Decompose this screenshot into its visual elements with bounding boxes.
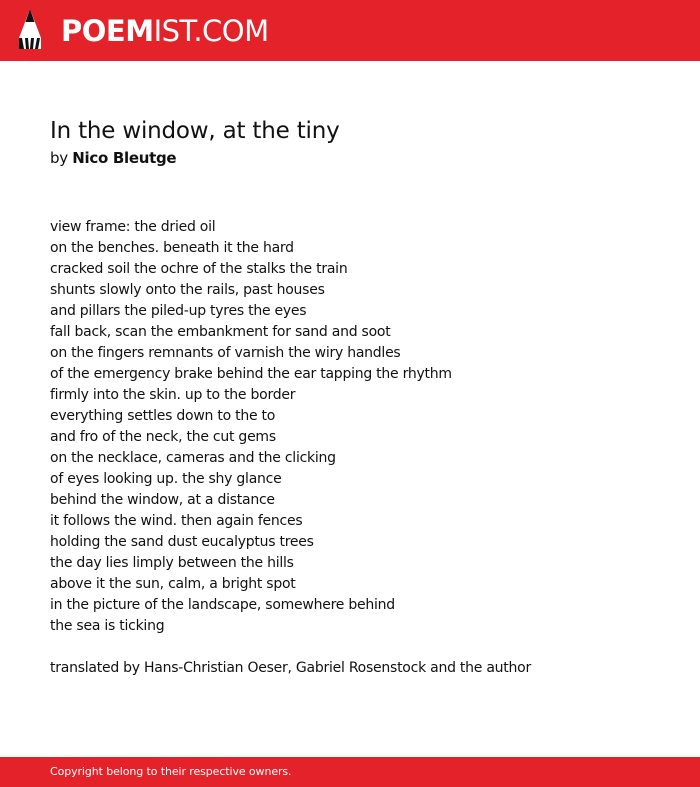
poem-line: behind the window, at a distance xyxy=(50,492,275,508)
site-footer xyxy=(0,757,700,787)
poem-line: holding the sand dust eucalyptus trees xyxy=(50,534,314,550)
poem-line: the day lies limply between the hills xyxy=(50,555,294,571)
poem-title: In the window, at the tiny xyxy=(50,118,340,144)
poem-line: above it the sun, calm, a bright spot xyxy=(50,576,296,592)
poem-line: on the necklace, cameras and the clicking xyxy=(50,450,336,466)
poem-content xyxy=(50,116,670,679)
logo-bold-text: POEM xyxy=(61,14,154,48)
logo-wordmark xyxy=(61,12,269,50)
poem-line: it follows the wind. then again fences xyxy=(50,513,303,529)
poem-line: and pillars the piled-up tyres the eyes xyxy=(50,303,307,319)
poem-line: shunts slowly onto the rails, past houses xyxy=(50,282,325,298)
poem-line: view frame: the dried oil xyxy=(50,219,216,235)
poem-line: of the emergency brake behind the ear tapping the rhythm xyxy=(50,366,452,382)
poem-line: firmly into the skin. up to the border xyxy=(50,387,296,403)
author-name: Nico Bleutge xyxy=(72,149,177,167)
poem-line: on the fingers remnants of varnish the wiry handles xyxy=(50,345,401,361)
poem-line: on the benches. beneath it the hard xyxy=(50,240,294,256)
by-label: by xyxy=(50,149,68,167)
poem-body xyxy=(50,217,670,637)
poem-line: fall back, scan the embankment for sand and soot xyxy=(50,324,391,340)
logo-light-text: IST.COM xyxy=(153,14,269,48)
poem-line: and fro of the neck, the cut gems xyxy=(50,429,276,445)
pencil-tip-icon xyxy=(17,8,45,52)
poem-byline xyxy=(50,147,670,169)
site-header xyxy=(0,0,700,61)
poem-line: the sea is ticking xyxy=(50,618,165,634)
poem-line: of eyes looking up. the shy glance xyxy=(50,471,282,487)
poem-line: cracked soil the ochre of the stalks the train xyxy=(50,261,348,277)
poem-line: everything settles down to the to xyxy=(50,408,276,424)
translation-note: translated by Hans-Christian Oeser, Gabriel Rosenstock and the author xyxy=(50,660,531,676)
copyright-text: Copyright belong to their respective owners. xyxy=(50,765,292,778)
poem-line: in the picture of the landscape, somewhere behind xyxy=(50,597,395,613)
